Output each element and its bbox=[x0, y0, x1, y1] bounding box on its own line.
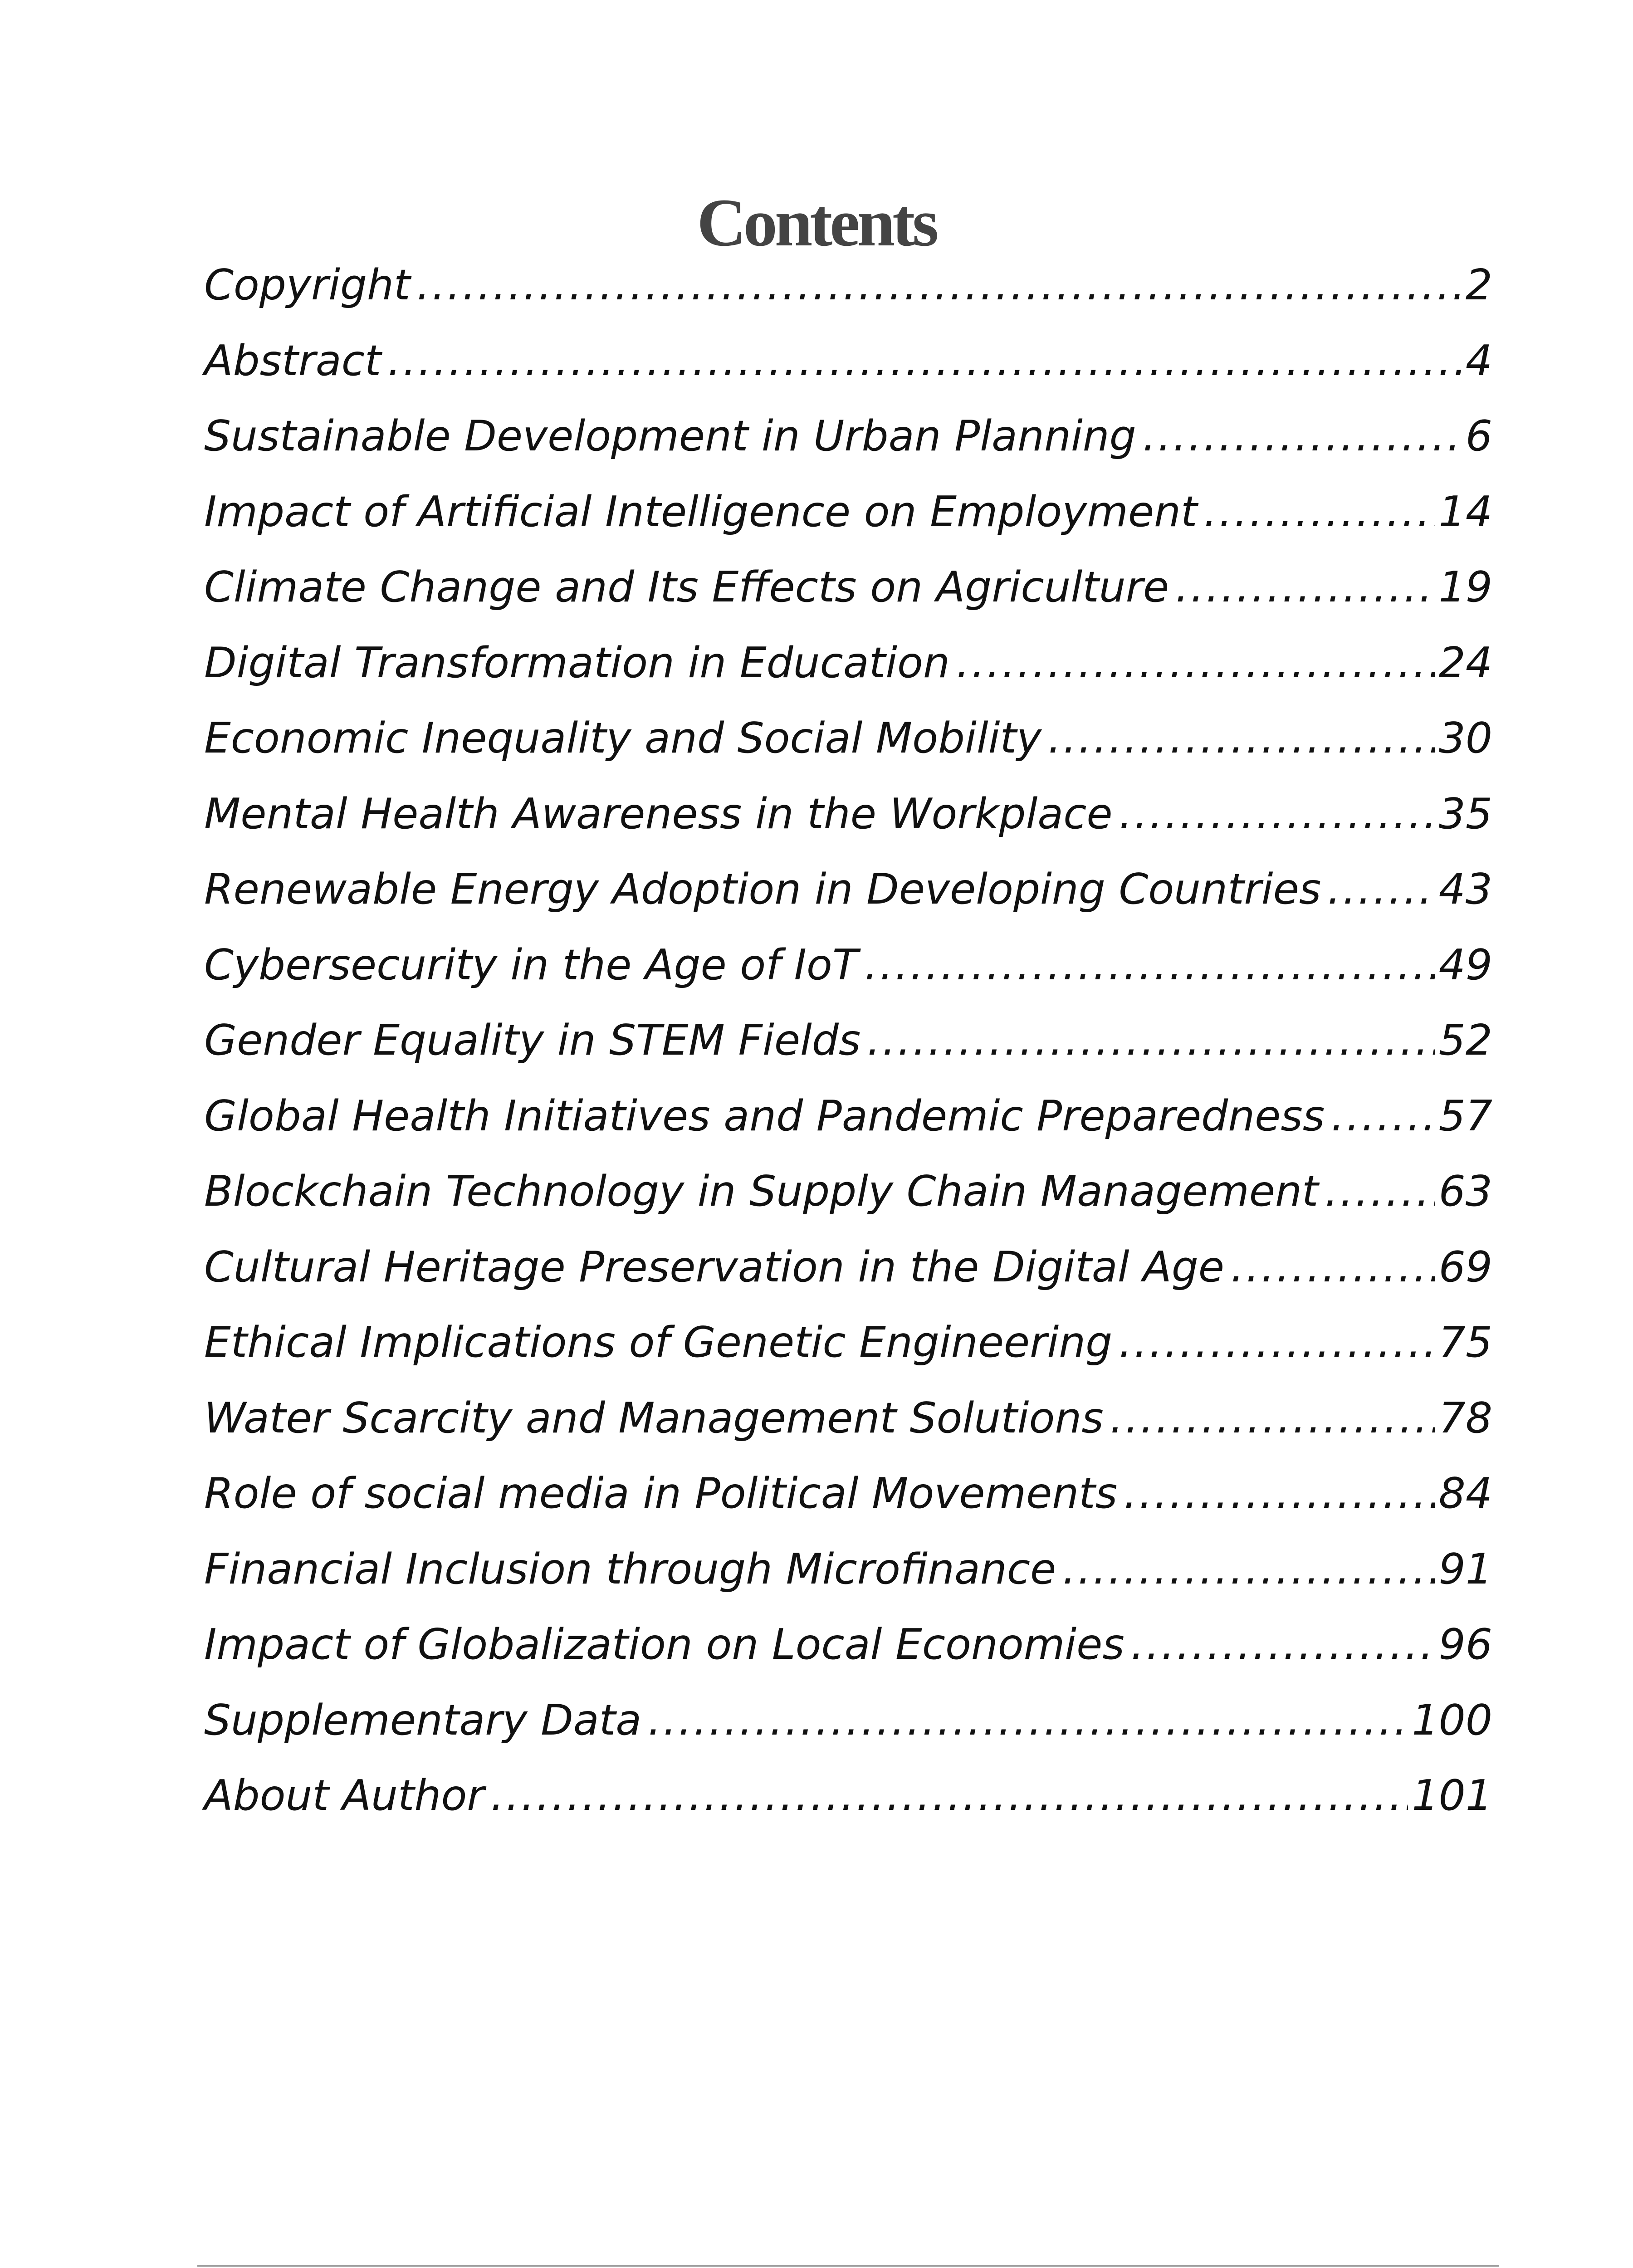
toc-entry-page: 43 bbox=[1438, 865, 1492, 914]
toc-entry-water-scarcity[interactable] bbox=[204, 1380, 1492, 1456]
toc-entry-page: 24 bbox=[1438, 638, 1492, 687]
toc-entry-title: Renewable Energy Adoption in Developing Countries bbox=[204, 865, 1321, 914]
toc-entry-title: Water Scarcity and Management Solutions bbox=[204, 1393, 1104, 1442]
dot-leader bbox=[1203, 474, 1435, 550]
toc-entry-page: 19 bbox=[1438, 562, 1492, 611]
dot-leader bbox=[416, 247, 1462, 323]
toc-entry-page: 69 bbox=[1438, 1242, 1492, 1291]
toc-entry-title: Mental Health Awareness in the Workplace bbox=[204, 789, 1113, 838]
toc-entry-title: Global Health Initiatives and Pandemic Preparedness bbox=[204, 1091, 1325, 1140]
toc-entry-page: 14 bbox=[1438, 487, 1492, 536]
toc-entry-sustainable-development[interactable] bbox=[204, 398, 1492, 474]
toc-entry-page: 78 bbox=[1438, 1393, 1492, 1442]
toc-entry-page: 4 bbox=[1465, 336, 1492, 385]
toc-entry-financial-inclusion[interactable] bbox=[204, 1531, 1492, 1607]
dot-leader bbox=[1119, 1305, 1435, 1380]
toc-entry-title: Role of social media in Political Movements bbox=[204, 1469, 1118, 1518]
dot-leader bbox=[387, 323, 1462, 399]
toc-entry-gender-equality[interactable] bbox=[204, 1002, 1492, 1078]
toc-entry-page: 57 bbox=[1438, 1091, 1492, 1140]
dot-leader bbox=[1048, 700, 1435, 776]
toc-entry-genetic-engineering[interactable] bbox=[204, 1305, 1492, 1380]
toc-entry-title: Financial Inclusion through Microfinance bbox=[204, 1544, 1056, 1593]
dot-leader bbox=[956, 625, 1435, 701]
toc-entry-digital-transformation[interactable] bbox=[204, 625, 1492, 701]
page-title: Contents bbox=[697, 185, 936, 260]
toc-entry-title: Ethical Implications of Genetic Engineering bbox=[204, 1318, 1113, 1367]
dot-leader bbox=[1062, 1531, 1435, 1607]
dot-leader bbox=[491, 1758, 1408, 1833]
dot-leader bbox=[648, 1682, 1408, 1758]
toc-entry-title: Digital Transformation in Education bbox=[204, 638, 950, 687]
toc-entry-ai-employment[interactable] bbox=[204, 474, 1492, 550]
toc-entry-page: 52 bbox=[1438, 1016, 1492, 1065]
toc-entry-title: Economic Inequality and Social Mobility bbox=[204, 714, 1042, 763]
toc-entry-page: 91 bbox=[1438, 1544, 1492, 1593]
toc-entry-page: 96 bbox=[1438, 1620, 1492, 1669]
toc-entry-mental-health[interactable] bbox=[204, 776, 1492, 852]
dot-leader bbox=[865, 927, 1435, 1003]
toc-entry-copyright[interactable] bbox=[204, 247, 1492, 323]
toc-entry-page: 84 bbox=[1438, 1469, 1492, 1518]
toc-entry-global-health[interactable] bbox=[204, 1078, 1492, 1154]
toc-entry-climate-change[interactable] bbox=[204, 549, 1492, 625]
toc-entry-abstract[interactable] bbox=[204, 323, 1492, 399]
toc-entry-cultural-heritage[interactable] bbox=[204, 1229, 1492, 1305]
toc-entry-cybersecurity[interactable] bbox=[204, 927, 1492, 1003]
toc-entry-about-author[interactable] bbox=[204, 1758, 1492, 1833]
dot-leader bbox=[1331, 1078, 1435, 1154]
footer-divider bbox=[197, 2265, 1499, 2267]
toc-entry-title: Abstract bbox=[204, 336, 381, 385]
toc-entry-title: Cultural Heritage Preservation in the Digital Age bbox=[204, 1242, 1224, 1291]
toc-entry-page: 75 bbox=[1438, 1318, 1492, 1367]
toc-entry-title: Gender Equality in STEM Fields bbox=[204, 1016, 861, 1065]
toc-entry-title: Blockchain Technology in Supply Chain Management bbox=[204, 1167, 1319, 1216]
toc-entry-page: 101 bbox=[1412, 1771, 1492, 1820]
toc-entry-title: Impact of Globalization on Local Economies bbox=[204, 1620, 1125, 1669]
dot-leader bbox=[1131, 1607, 1435, 1682]
toc-entry-title: About Author bbox=[204, 1771, 484, 1820]
dot-leader bbox=[867, 1002, 1435, 1078]
toc-entry-title: Supplementary Data bbox=[204, 1695, 642, 1745]
toc-entry-economic-inequality[interactable] bbox=[204, 700, 1492, 776]
toc-entry-title: Impact of Artificial Intelligence on Employment bbox=[204, 487, 1198, 536]
dot-leader bbox=[1119, 776, 1435, 852]
toc-entry-page: 2 bbox=[1465, 260, 1492, 309]
dot-leader bbox=[1327, 851, 1435, 927]
dot-leader bbox=[1110, 1380, 1435, 1456]
toc-entry-title: Climate Change and Its Effects on Agriculture bbox=[204, 562, 1169, 611]
toc-entry-renewable-energy[interactable] bbox=[204, 851, 1492, 927]
toc-entry-title: Sustainable Development in Urban Planning bbox=[204, 411, 1136, 460]
toc-entry-page: 30 bbox=[1438, 714, 1492, 763]
toc-entry-globalization[interactable] bbox=[204, 1607, 1492, 1682]
toc-entry-page: 100 bbox=[1412, 1695, 1492, 1745]
toc-entry-page: 49 bbox=[1438, 940, 1492, 989]
toc-entry-social-media[interactable] bbox=[204, 1456, 1492, 1531]
toc-entry-supplementary-data[interactable] bbox=[204, 1682, 1492, 1758]
dot-leader bbox=[1175, 549, 1435, 625]
toc-entry-page: 6 bbox=[1465, 411, 1492, 460]
toc-entry-page: 35 bbox=[1438, 789, 1492, 838]
dot-leader bbox=[1231, 1229, 1435, 1305]
table-of-contents bbox=[204, 247, 1492, 1833]
toc-entry-title: Copyright bbox=[204, 260, 411, 309]
toc-entry-blockchain[interactable] bbox=[204, 1154, 1492, 1229]
dot-leader bbox=[1325, 1154, 1435, 1229]
toc-entry-page: 63 bbox=[1438, 1167, 1492, 1216]
dot-leader bbox=[1143, 398, 1462, 474]
dot-leader bbox=[1124, 1456, 1435, 1531]
toc-entry-title: Cybersecurity in the Age of IoT bbox=[204, 940, 858, 989]
